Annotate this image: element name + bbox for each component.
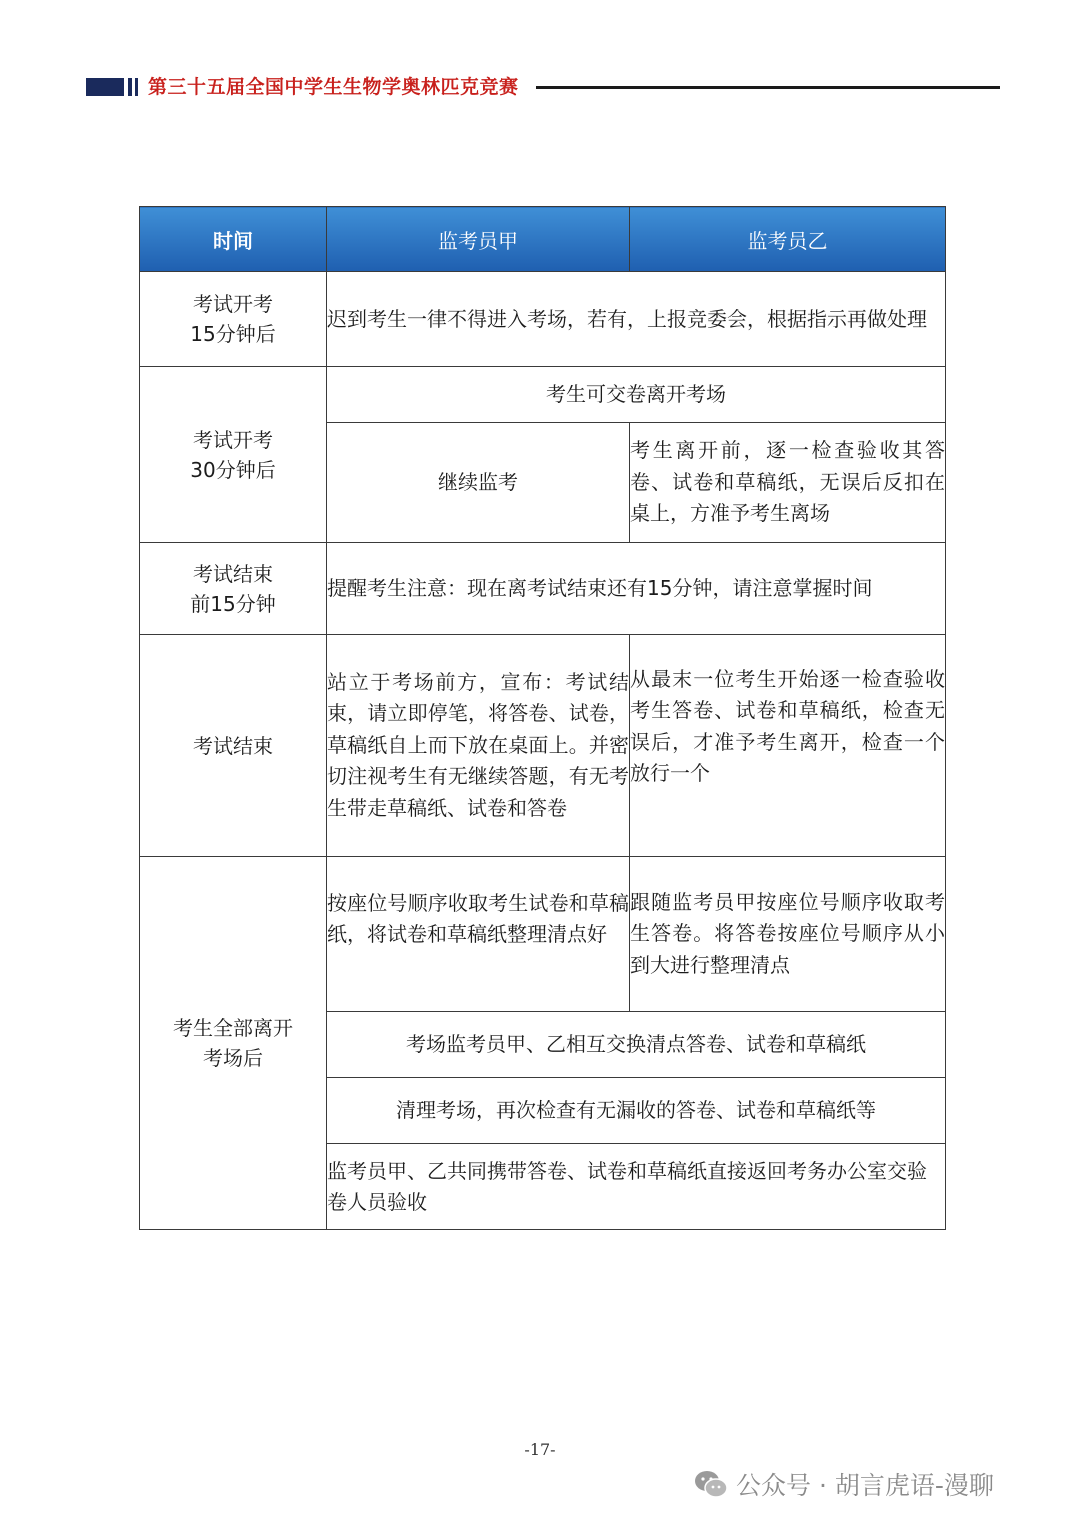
- table-row: [140, 543, 946, 635]
- page-number: -17-: [524, 1440, 556, 1459]
- proctor-a-cell: 站立于考场前方，宣布：考试结束，请立即停笔，将答卷、试卷，草稿纸自上而下放在桌面上。并密切注视考生有无继续答题，有无考生带走草稿纸、试卷和答卷: [327, 635, 630, 857]
- competition-title: 第三十五届全国中学生生物学奥林匹克竞赛: [148, 74, 527, 100]
- header-bar-stripe: [135, 78, 138, 96]
- proctor-schedule-table: [139, 206, 946, 1230]
- proctor-b-cell: 从最末一位考生开始逐一检查验收考生答卷、试卷和草稿纸，检查无误后，才准予考生离开，检查一个放行一个: [630, 635, 946, 857]
- time-cell: [140, 857, 327, 1230]
- merged-instruction-cell: 监考员甲、乙共同携带答卷、试卷和草稿纸直接返回考务办公室交验卷人员验收: [327, 1144, 946, 1230]
- time-cell: [140, 272, 327, 367]
- header-proctor-a: 监考员甲: [327, 207, 630, 272]
- table-header-row: [140, 207, 946, 272]
- time-cell: [140, 543, 327, 635]
- header-bar-stripe: [128, 78, 132, 96]
- table-row: [140, 635, 946, 857]
- wechat-icon: [694, 1469, 728, 1499]
- time-label: 考试结束: [193, 733, 273, 758]
- header-proctor-b: 监考员乙: [630, 207, 946, 272]
- time-cell: [140, 635, 327, 857]
- merged-instruction-cell: 迟到考生一律不得进入考场，若有，上报竞委会，根据指示再做处理: [327, 272, 946, 367]
- proctor-b-cell: 考生离开前，逐一检查验收其答卷、试卷和草稿纸，无误后反扣在桌上，方准予考生离场: [630, 423, 946, 543]
- proctor-a-cell: 按座位号顺序收取考生试卷和草稿纸，将试卷和草稿纸整理清点好: [327, 857, 630, 1012]
- table-row: [140, 857, 946, 1012]
- table-row: [140, 367, 946, 423]
- watermark: [694, 1466, 994, 1502]
- merged-instruction-cell: 清理考场，再次检查有无漏收的答卷、试卷和草稿纸等: [327, 1078, 946, 1144]
- time-label: 考试开考 15分钟后: [190, 292, 276, 346]
- watermark-text: 公众号 · 胡言虎语-漫聊: [736, 1471, 994, 1500]
- proctor-b-cell: 跟随监考员甲按座位号顺序收取考生答卷。将答卷按座位号顺序从小到大进行整理清点: [630, 857, 946, 1012]
- proctor-a-cell: 继续监考: [327, 423, 630, 543]
- table-row: [140, 272, 946, 367]
- merged-instruction-cell: 提醒考生注意：现在离考试结束还有15分钟，请注意掌握时间: [327, 543, 946, 635]
- merged-instruction-cell: 考生可交卷离开考场: [327, 367, 946, 423]
- time-label: 考试开考 30分钟后: [190, 427, 276, 482]
- merged-instruction-cell: 考场监考员甲、乙相互交换清点答卷、试卷和草稿纸: [327, 1012, 946, 1078]
- time-label: 考试结束 前15分钟: [190, 561, 276, 616]
- time-label: 考生全部离开 考场后: [173, 1016, 293, 1070]
- header-bar-block: [86, 78, 124, 96]
- time-cell: [140, 367, 327, 543]
- page-header: [86, 74, 1000, 100]
- header-rule: [536, 86, 1000, 89]
- header-time: 时间: [140, 207, 327, 272]
